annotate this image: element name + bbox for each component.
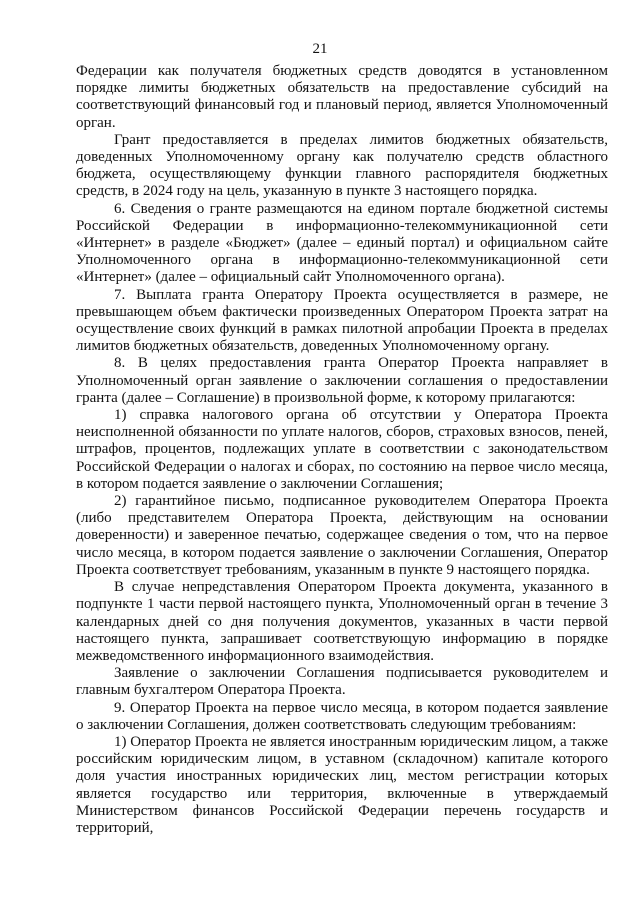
page-number: 21 <box>312 41 328 57</box>
paragraph-item-8-1: 1) справка налогового органа об отсутствии у Оператора Проекта неисполненной обязанности по уплате налогов, сборов, страховых взносов, пеней, штрафов, процентов, подлежащих уплате в соответствии с законодательством Российской Федерации о налогах и сборах, по состоянию на первое число месяца, в котором подается заявление о заключении Соглашения; <box>76 407 608 492</box>
paragraph-item-8: 8. В целях предоставления гранта Оператор Проекта направляет в Уполномоченный орган заявление о заключении соглашения о предоставлении гранта (далее – Соглашение) в произвольной форме, к которому прилагаются: <box>76 355 608 406</box>
paragraph-item-8-2: 2) гарантийное письмо, подписанное руководителем Оператора Проекта (либо представителем Оператора Проекта, действующим на основании доверенности) и заверенное печатью, содержащее сведения о том, что на первое число месяца, в котором подается заявление о заключении Соглашения, Оператор Проекта соответствует требованиям, указанным в пункте 9 настоящего порядка. <box>76 493 608 578</box>
paragraph-grant-limits: Грант предоставляется в пределах лимитов бюджетных обязательств, доведенных Уполномоченному органу как получателю средств областного бюджета, осуществляющему функции главного распорядителя бюджетных средств, в 2024 году на цель, указанную в пункте 3 настоящего порядка. <box>76 131 608 200</box>
paragraph-item-9: 9. Оператор Проекта на первое число месяца, в котором подается заявление о заключении Соглашения, должен соответствовать следующим требованиям: <box>76 699 608 733</box>
paragraph-continuation: Федерации как получателя бюджетных средств доводятся в установленном порядке лимиты бюджетных обязательств на предоставление субсидий на соответствующий финансовый год и плановый период, является Уполномоченный орган. <box>76 63 608 131</box>
paragraph-item-9-1: 1) Оператор Проекта не является иностранным юридическим лицом, а также российским юридическим лицом, в уставном (складочном) капитале которого доля участия иностранных юридических лиц, местом регистрации которых является государство или территория, включенные в утверждаемый Министерством финансов Российской Федерации перечень государств и территорий, <box>76 733 608 836</box>
paragraph-item-7: 7. Выплата гранта Оператору Проекта осуществляется в размере, не превышающем объем фактически произведенных Оператором Проекта затрат на осуществление своих функций в рамках пилотной апробации Проекта в пределах лимитов бюджетных обязательств, доведенных Уполномоченному органу. <box>76 286 608 355</box>
paragraph-item-6: 6. Сведения о гранте размещаются на едином портале бюджетной системы Российской Федерации в информационно-телекоммуникационной сети «Интернет» в разделе «Бюджет» (далее – единый портал) и официальном сайте Уполномоченного органа в информационно-телекоммуникационной сети «Интернет» (далее – официальный сайт Уполномоченного органа). <box>76 200 608 286</box>
document-body <box>76 63 608 837</box>
paragraph-nonsubmission: В случае непредставления Оператором Проекта документа, указанного в подпункте 1 части первой настоящего пункта, Уполномоченный орган в течение 3 календарных дней со дня получения документов, указанных в части первой настоящего пункта, запрашивает соответствующую информацию в порядке межведомственного информационного взаимодействия. <box>76 579 608 664</box>
paragraph-signature: Заявление о заключении Соглашения подписывается руководителем и главным бухгалтером Оператора Проекта. <box>76 665 608 699</box>
